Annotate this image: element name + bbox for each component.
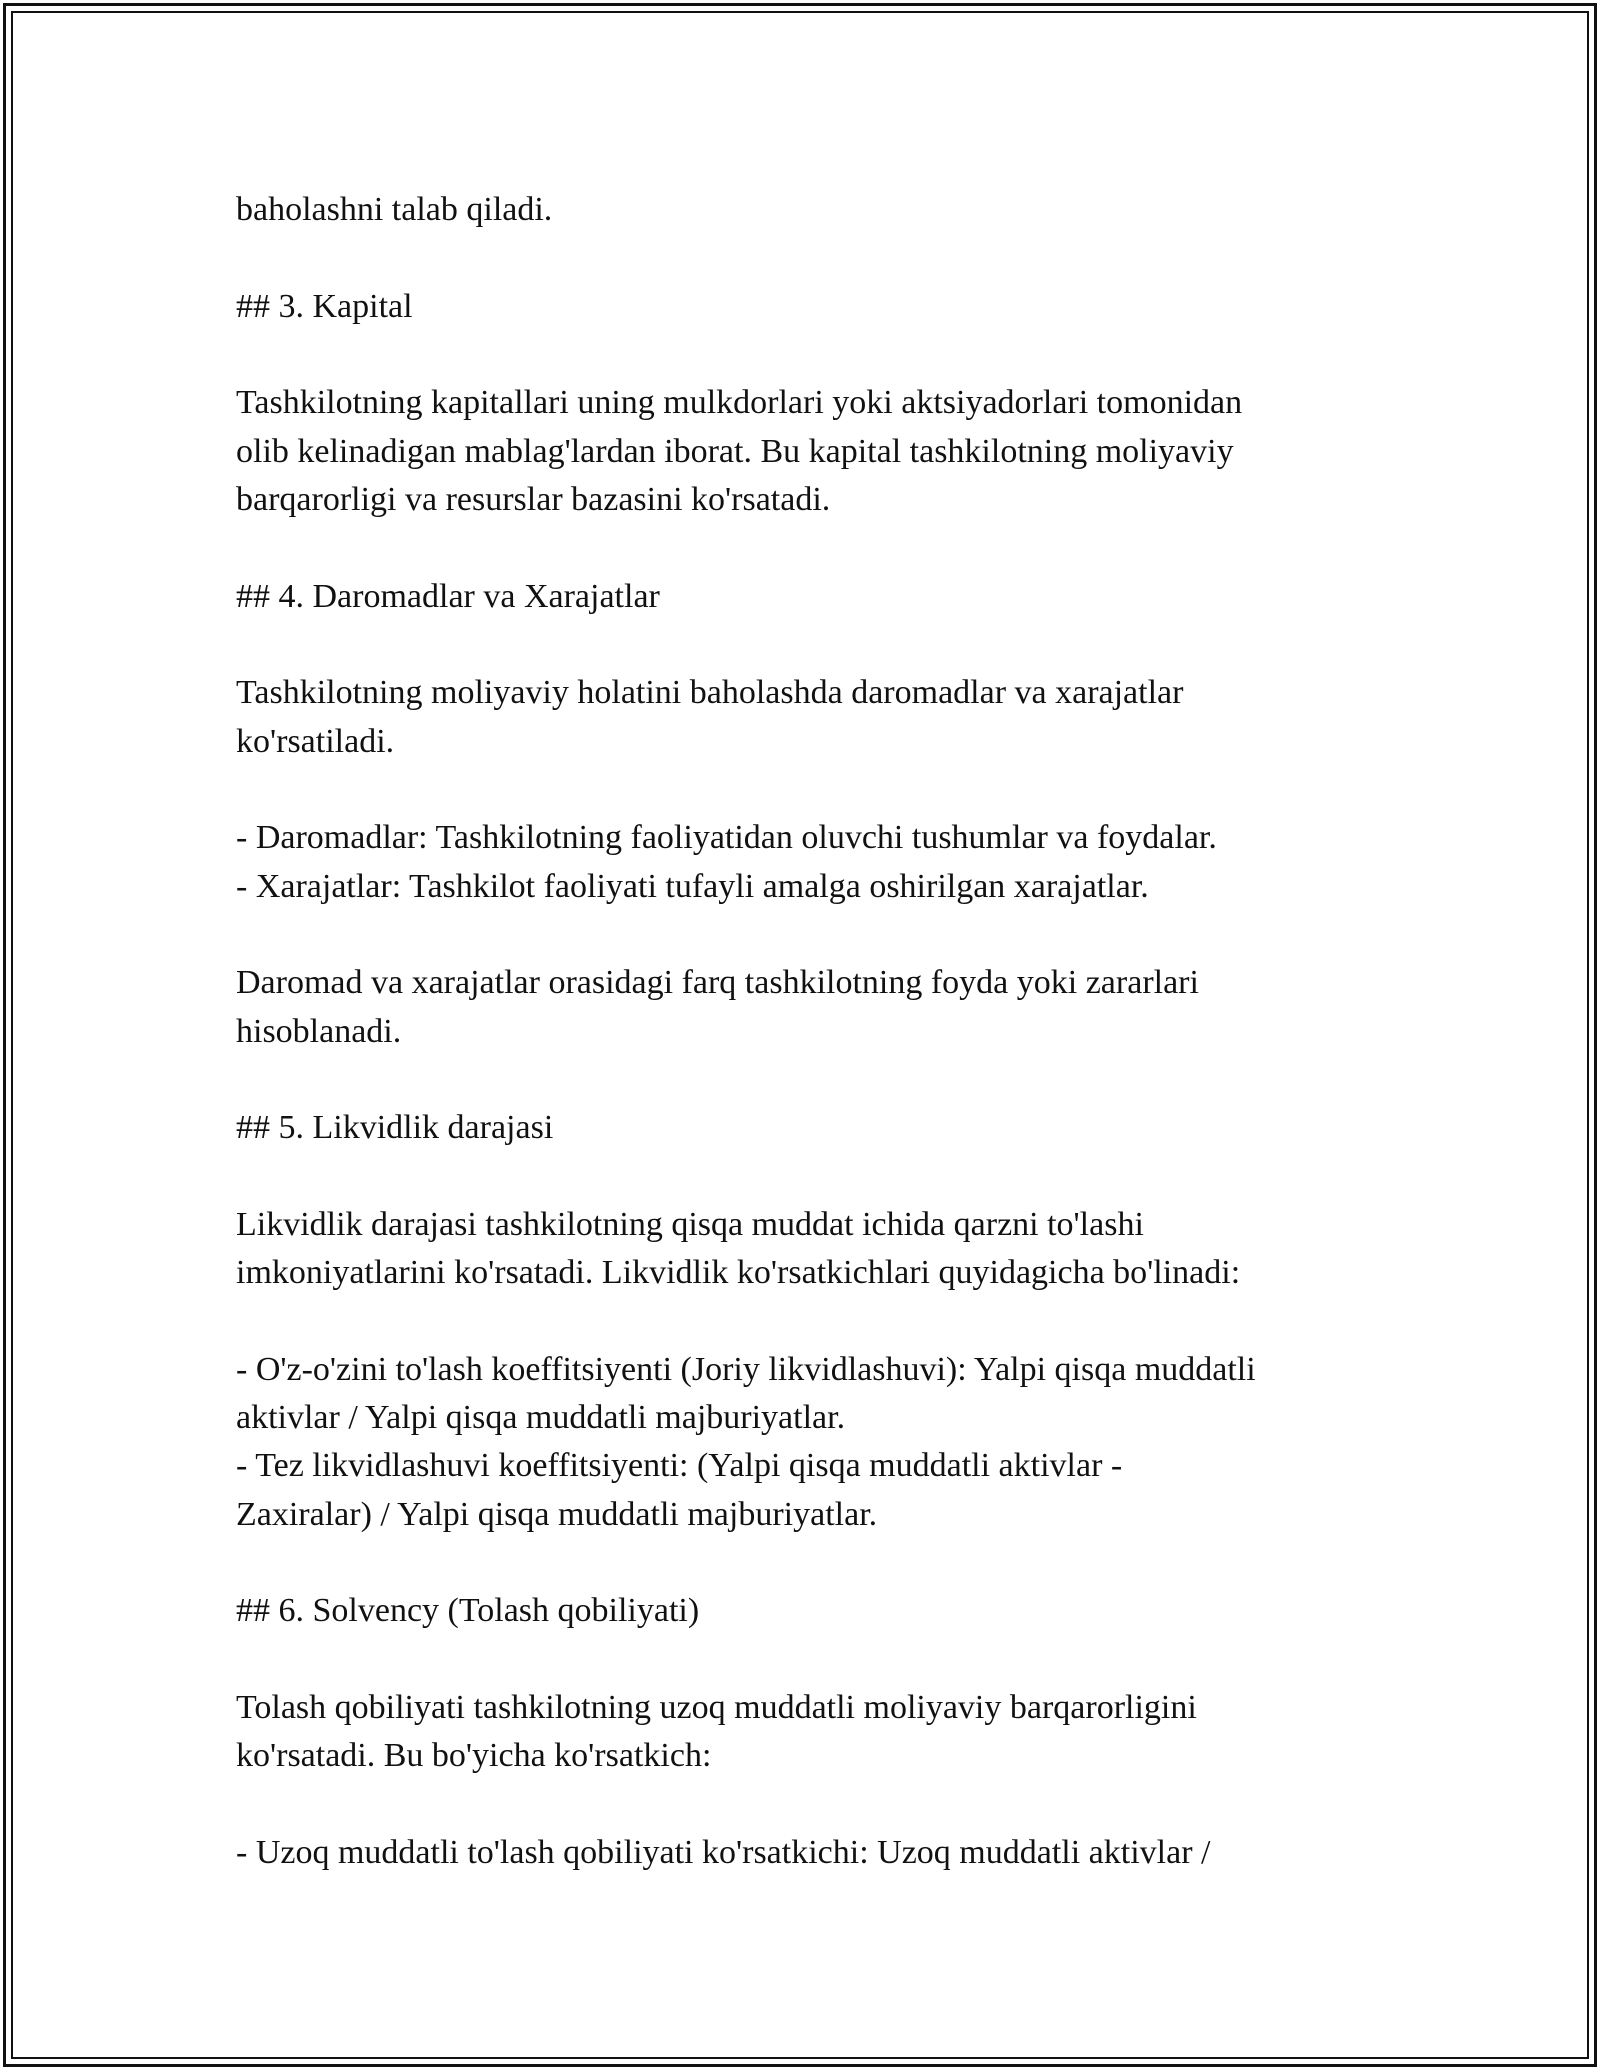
paragraph-likvidlik-line-1: Likvidlik darajasi tashkilotning qisqa muddat ichida qarzni to'lashi — [236, 1206, 1144, 1243]
heading-likvidlik: ## 5. Likvidlik darajasi — [236, 1109, 554, 1146]
paragraph-kapital-line-1: Tashkilotning kapitallari uning mulkdorlari yoki aktsiyadorlari tomonidan — [236, 384, 1243, 421]
paragraph-kapital-line-2: olib kelinadigan mablag'lardan iborat. Bu kapital tashkilotning moliyaviy — [236, 433, 1234, 470]
paragraph-kapital-line-3: barqarorligi va resurslar bazasini ko'rsatadi. — [236, 481, 831, 518]
list-item-daromadlar: - Daromadlar: Tashkilotning faoliyatidan oluvchi tushumlar va foydalar. — [236, 819, 1217, 856]
list-item-joriy-line-1: - O'z-o'zini to'lash koeffitsiyenti (Joriy likvidlashuvi): Yalpi qisqa muddatli — [236, 1351, 1256, 1388]
paragraph-farq-line-2: hisoblanadi. — [236, 1013, 402, 1050]
heading-solvency: ## 6. Solvency (Tolash qobiliyati) — [236, 1592, 700, 1629]
list-item-xarajatlar: - Xarajatlar: Tashkilot faoliyati tufayli amalga oshirilgan xarajatlar. — [236, 868, 1149, 905]
list-item-uzoq-muddatli: - Uzoq muddatli to'lash qobiliyati ko'rsatkichi: Uzoq muddatli aktivlar / — [236, 1834, 1211, 1871]
paragraph-likvidlik-line-2: imkoniyatlarini ko'rsatadi. Likvidlik ko'rsatkichlari quyidagicha bo'linadi: — [236, 1254, 1241, 1291]
paragraph-daromadlar-line-1: Tashkilotning moliyaviy holatini baholashda daromadlar va xarajatlar — [236, 674, 1184, 711]
paragraph-daromadlar-line-2: ko'rsatiladi. — [236, 723, 395, 760]
list-item-tez-line-1: - Tez likvidlashuvi koeffitsiyenti: (Yalpi qisqa muddatli aktivlar - — [236, 1447, 1123, 1484]
text-line-continuation: baholashni talab qiladi. — [236, 191, 553, 228]
list-item-tez-line-2: Zaxiralar) / Yalpi qisqa muddatli majburiyatlar. — [236, 1496, 878, 1533]
paragraph-solvency-line-1: Tolash qobiliyati tashkilotning uzoq muddatli moliyaviy barqarorligini — [236, 1689, 1197, 1726]
paragraph-farq-line-1: Daromad va xarajatlar orasidagi farq tashkilotning foyda yoki zararlari — [236, 964, 1199, 1001]
heading-kapital: ## 3. Kapital — [236, 288, 413, 325]
heading-daromadlar: ## 4. Daromadlar va Xarajatlar — [236, 578, 660, 615]
paragraph-solvency-line-2: ko'rsatadi. Bu bo'yicha ko'rsatkich: — [236, 1737, 712, 1774]
list-item-joriy-line-2: aktivlar / Yalpi qisqa muddatli majburiyatlar. — [236, 1399, 846, 1436]
